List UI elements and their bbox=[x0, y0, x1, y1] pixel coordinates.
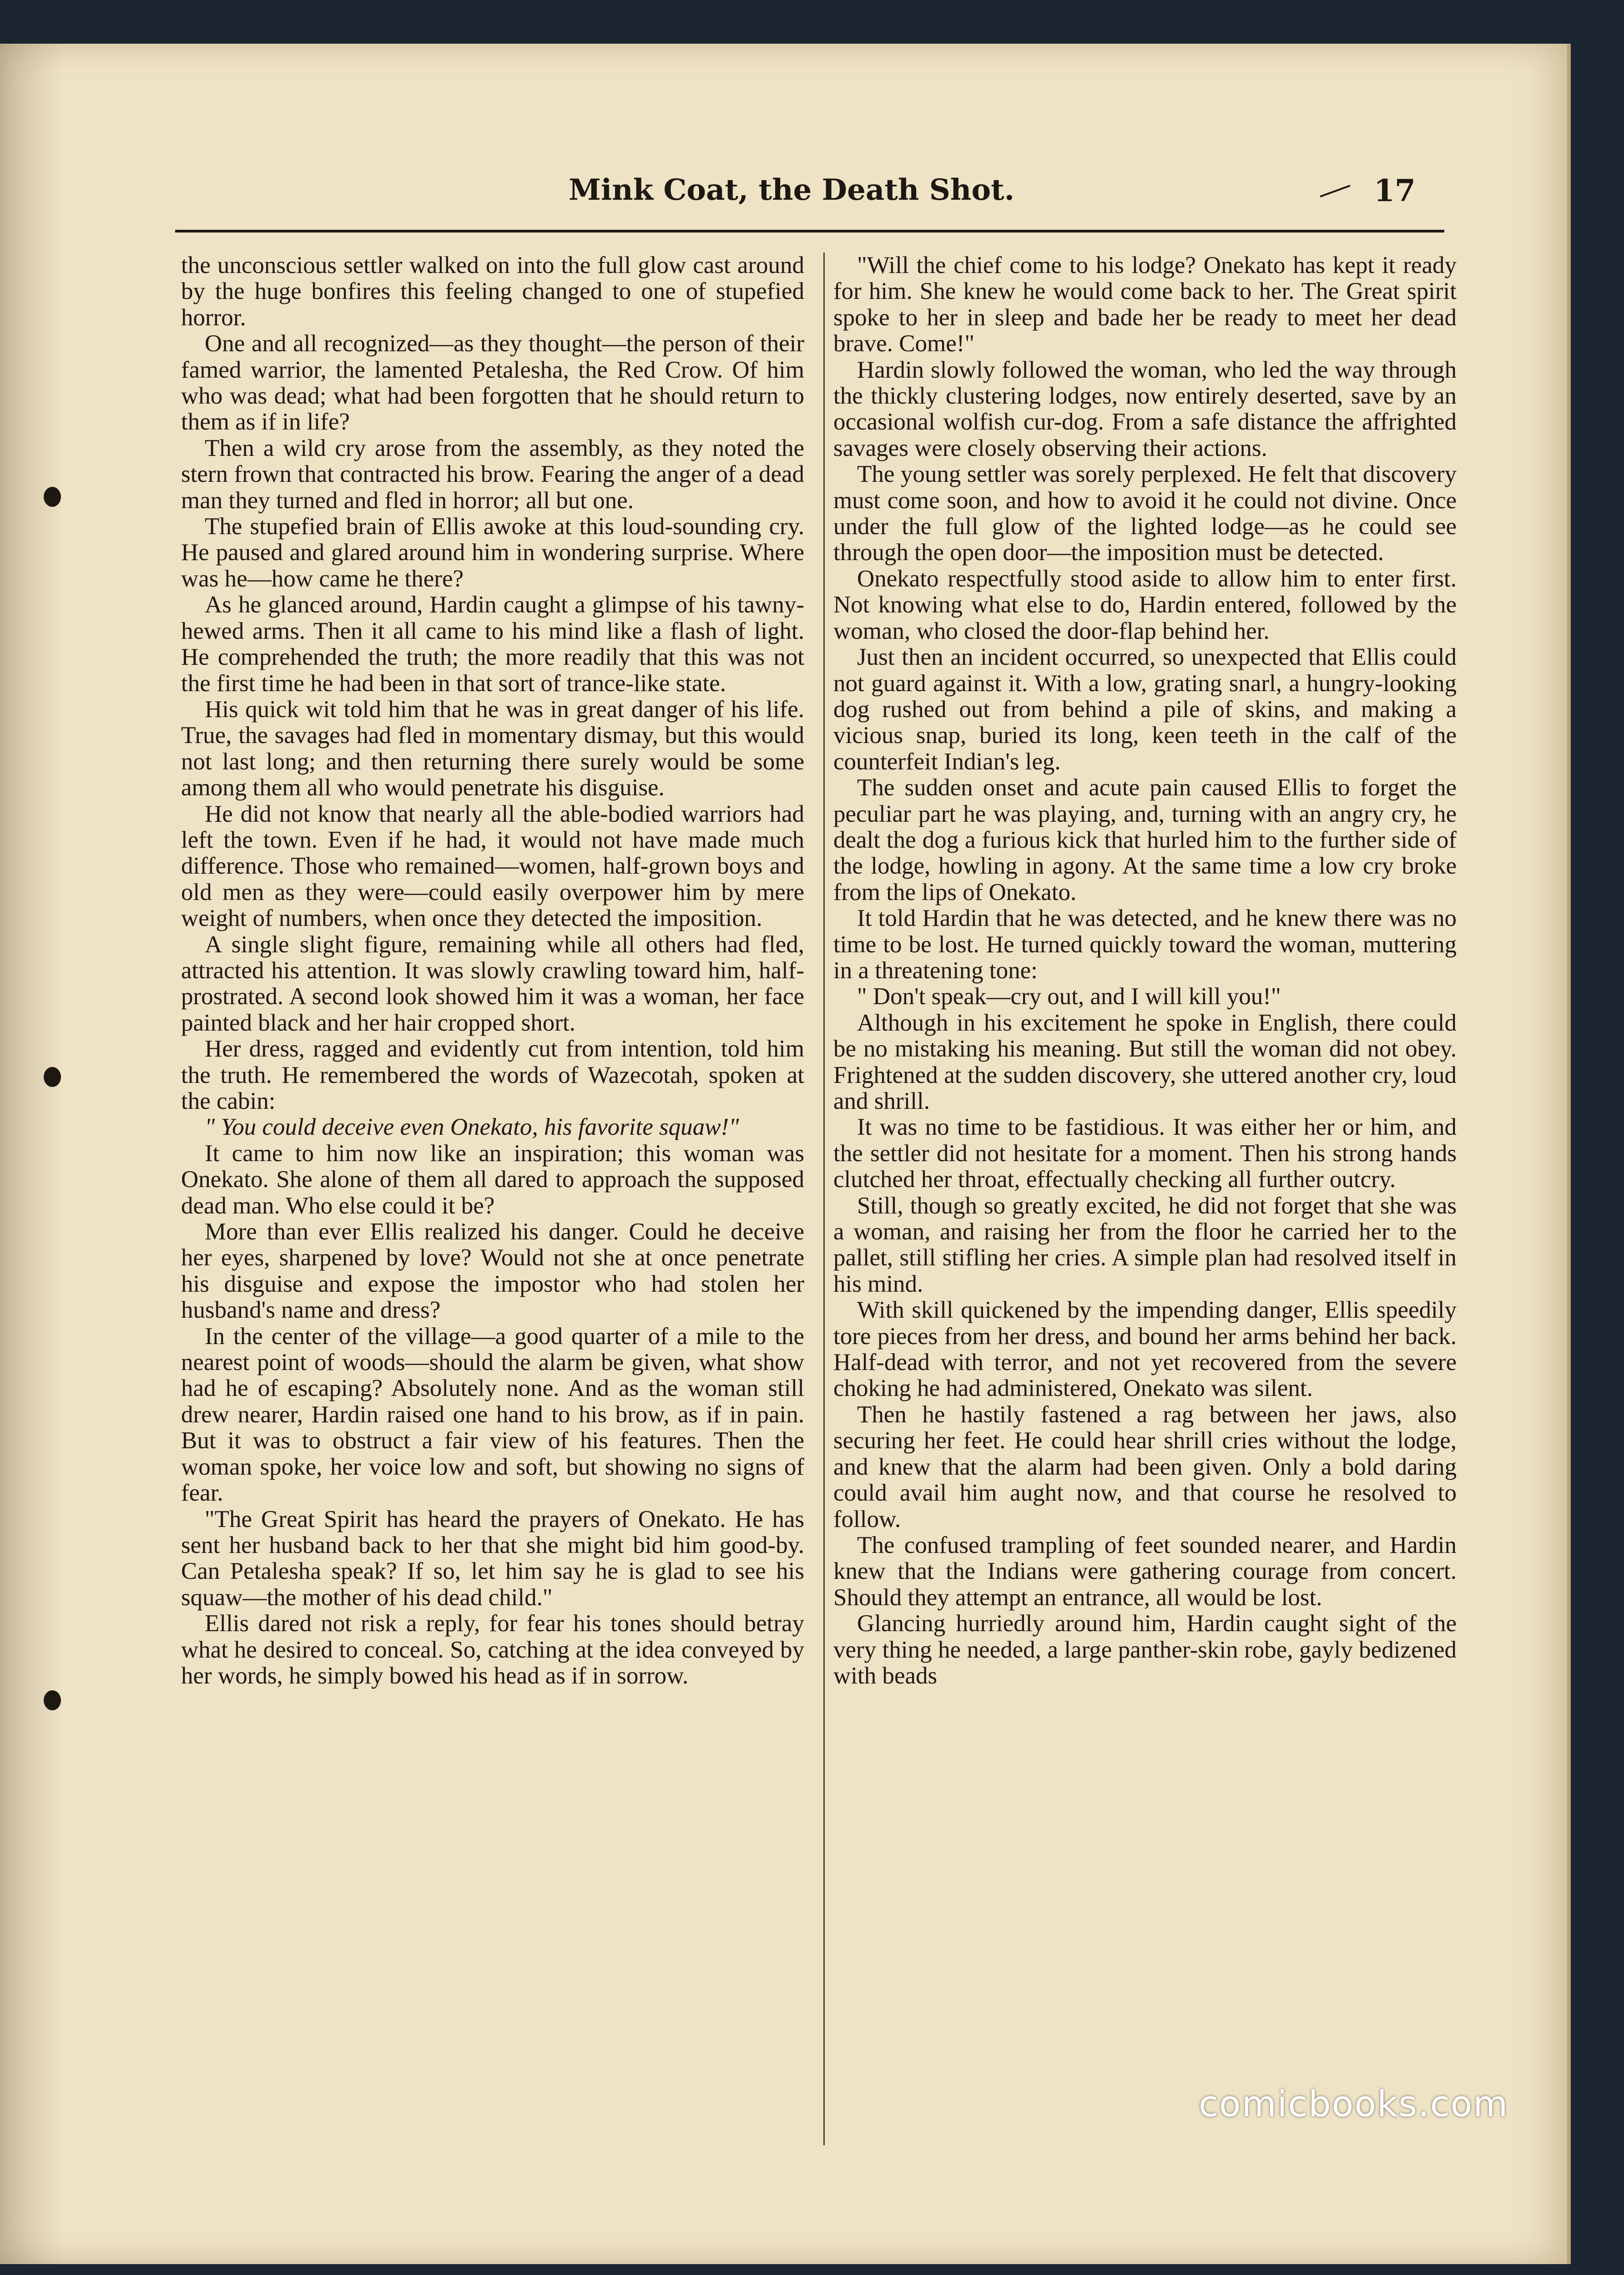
paragraph: The sudden onset and acute pain caused Ellis to forget the peculiar part he was playing, and, turning with an angry cry, he dealt the dog a furious kick that hurled him to the further side of the lodge, howling in agony. At the same time a low cry broke from the lips of Onekato. bbox=[833, 774, 1457, 905]
paragraph: In the center of the village—a good quarter of a mile to the nearest point of woods—should the alarm be given, what show had he of escaping? Absolutely none. And as the woman still drew nearer, Hardin raised one hand to his brow, as if in pain. But it was to obstruct a fair view of his features. Then the woman spoke, her voice low and soft, but showing no signs of fear. bbox=[181, 1323, 804, 1507]
italic-quote: " You could deceive even Onekato, his favorite squaw!" bbox=[205, 1114, 739, 1141]
paragraph: More than ever Ellis realized his danger. Could he deceive her eyes, sharpened by love? Would not she at once penetrate his disguise and expose the impostor who had stolen her husband's name and dress? bbox=[181, 1218, 804, 1324]
header-dash bbox=[1320, 185, 1350, 197]
paragraph: With skill quickened by the impending danger, Ellis speedily tore pieces from her dress, and bound her arms behind her back. Half-dead with terror, and not yet recovered from the severe choking he had administered, Onekato was silent. bbox=[833, 1297, 1457, 1402]
page-edge bbox=[1567, 44, 1571, 2264]
paragraph: Glancing hurriedly around him, Hardin caught sight of the very thing he needed, a large panther-skin robe, gayly bedizened with beads bbox=[833, 1610, 1457, 1689]
paragraph: the unconscious settler walked on into the full glow cast around by the huge bonfires this feeling changed to one of stupefied horror. bbox=[181, 253, 804, 331]
paragraph: His quick wit told him that he was in great danger of his life. True, the savages had fled in momentary dismay, but this would not last long; and then returning there surely would be some among them all who would penetrate his disguise. bbox=[181, 696, 804, 801]
paragraph: It came to him now like an inspiration; this woman was Onekato. She alone of them all dared to approach the supposed dead man. Who else could it be? bbox=[181, 1140, 804, 1219]
paragraph: The young settler was sorely perplexed. He felt that discovery must come soon, and how to avoid it he could not divine. Once under the full glow of the lighted lodge—as he could see through the open door—the imposition must be detected. bbox=[833, 461, 1457, 566]
header-rule bbox=[175, 230, 1444, 233]
paragraph: "The Great Spirit has heard the prayers of Onekato. He has sent her husband back to her that she might bid him good-by. Can Petalesha speak? If so, let him say he is glad to see his squaw—the mother of his dead child." bbox=[181, 1506, 804, 1611]
paragraph: Just then an incident occurred, so unexpected that Ellis could not guard against it. With a low, grating snarl, a hungry-looking dog rushed out from behind a pile of skins, and making a vicious snap, buried its long, keen teeth in the calf of the counterfeit Indian's leg. bbox=[833, 644, 1457, 775]
column-divider bbox=[823, 253, 825, 2145]
paragraph: One and all recognized—as they thought—the person of their famed warrior, the lamented Petalesha, the Red Crow. Of him who was dead; what had been forgotten that he should return to them as if in life? bbox=[181, 330, 804, 435]
paragraph: " Don't speak—cry out, and I will kill you!" bbox=[857, 983, 1281, 1010]
binding-hole bbox=[44, 1690, 61, 1710]
paragraph: It told Hardin that he was detected, and he knew there was no time to be lost. He turned quickly toward the woman, muttering in a threatening tone: bbox=[833, 905, 1457, 984]
binding-hole bbox=[44, 1067, 61, 1087]
paragraph: Then he hastily fastened a rag between her jaws, also securing her feet. He could hear shrill cries without the lodge, and knew that the alarm had been given. Only a bold daring could avail him aught now, and that course he resolved to follow. bbox=[833, 1401, 1457, 1532]
paragraph: Still, though so greatly excited, he did not forget that she was a woman, and raising her from the floor he carried her to the pallet, still stifling her cries. A simple plan had resolved itself in his mind. bbox=[833, 1192, 1457, 1297]
paragraph: Her dress, ragged and evidently cut from intention, told him the truth. He remembered the words of Wazecotah, spoken at the cabin: bbox=[181, 1036, 804, 1114]
page-number: 17 bbox=[1374, 173, 1416, 208]
paragraph: "Will the chief come to his lodge? Onekato has kept it ready for him. She knew he would come back to her. The Great spirit spoke to her in sleep and bade her be ready to meet her dead brave. Come!" bbox=[833, 253, 1457, 357]
paragraph: He did not know that nearly all the able-bodied warriors had left the town. Even if he had, it would not have made much difference. Those who remained—women, half-grown boys and old men as they were—could easily overpower him by mere weight of numbers, when once they detected the imposition. bbox=[181, 800, 804, 932]
right-column bbox=[833, 253, 1457, 2150]
page-gutter-shadow bbox=[0, 44, 64, 2264]
paragraph: Onekato respectfully stood aside to allow him to enter first. Not knowing what else to do, Hardin entered, followed by the woman, who closed the door-flap behind her. bbox=[833, 565, 1457, 644]
paragraph: Although in his excitement he spoke in English, there could be no mistaking his meaning. But still the woman did not obey. Frightened at the sudden discovery, she uttered another cry, loud and shrill. bbox=[833, 1009, 1457, 1114]
paragraph: Hardin slowly followed the woman, who led the way through the thickly clustering lodges, now entirely deserted, save by an occasional wolfish cur-dog. From a safe distance the affrighted savages were closely observing their actions. bbox=[833, 356, 1457, 461]
binding-hole bbox=[44, 487, 61, 507]
paragraph: The confused trampling of feet sounded nearer, and Hardin knew that the Indians were gathering courage from concert. Should they attempt an entrance, all would be lost. bbox=[833, 1532, 1457, 1611]
source-watermark: comicbooks.com bbox=[1199, 2084, 1509, 2125]
paragraph: Then a wild cry arose from the assembly, as they noted the stern frown that contracted his brow. Fearing the anger of a dead man they turned and fled in horror; all but one. bbox=[181, 435, 804, 514]
running-title: Mink Coat, the Death Shot. bbox=[569, 173, 1014, 207]
left-column bbox=[181, 253, 804, 2150]
paragraph: The stupefied brain of Ellis awoke at this loud-sounding cry. He paused and glared around him in wondering surprise. Where was he—how came he there? bbox=[181, 513, 804, 592]
paragraph: A single slight figure, remaining while all others had fled, attracted his attention. It was slowly crawling toward him, half-prostrated. A second look showed him it was a woman, her face painted black and her hair cropped short. bbox=[181, 931, 804, 1036]
paragraph: Ellis dared not risk a reply, for fear his tones should betray what he desired to conceal. So, catching at the idea conveyed by her words, he simply bowed his head as if in sorrow. bbox=[181, 1610, 804, 1689]
running-header bbox=[173, 173, 1447, 218]
paragraph: It was no time to be fastidious. It was either her or him, and the settler did not hesitate for a moment. Then his strong hands clutched her throat, effectually checking all further outcry. bbox=[833, 1114, 1457, 1193]
paragraph: As he glanced around, Hardin caught a glimpse of his tawny-hewed arms. Then it all came to his mind like a flash of light. He comprehended the truth; the more readily that this was not the first time he had been in that sort of trance-like state. bbox=[181, 592, 804, 697]
